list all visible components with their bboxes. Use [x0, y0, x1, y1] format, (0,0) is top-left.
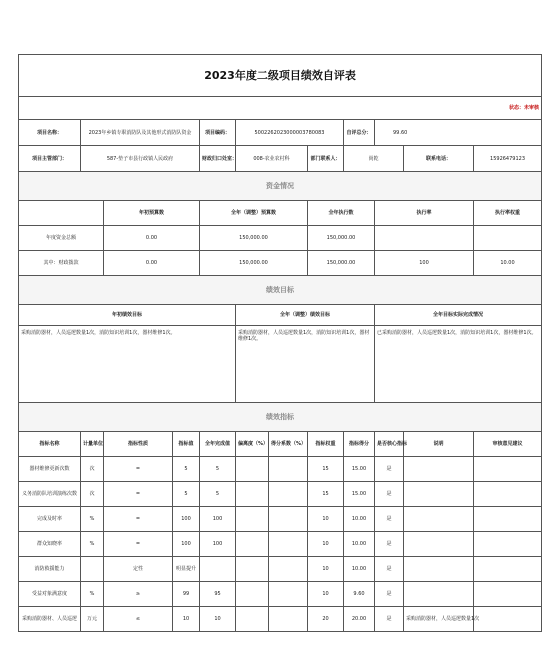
funds-cell: 150,000.00 — [308, 251, 375, 276]
funds-cell: 150,000.00 — [200, 251, 308, 276]
ind-unit: % — [81, 532, 104, 557]
ind-indicator-name: 消防救援能力 — [19, 557, 81, 582]
ind-remark — [404, 557, 474, 582]
ind-review-opinion — [474, 582, 542, 607]
ind-actual-value: 100 — [200, 507, 236, 532]
ind-header: 指标名称 — [19, 432, 81, 457]
contact-value: 尚乾 — [344, 146, 404, 172]
ind-score-coefficient — [269, 482, 308, 507]
ind-deviation — [236, 582, 269, 607]
funds-cell — [474, 226, 542, 251]
ind-weight: 10 — [308, 532, 344, 557]
project-name-value: 2023年乡镇专职消防队及其他形式消防队资金 — [81, 120, 200, 146]
ind-header: 得分系数（%） — [269, 432, 308, 457]
ind-indicator-name: 采购消防器材、人员巡逻 — [19, 607, 81, 632]
ind-unit: 次 — [81, 457, 104, 482]
goals-header-actual: 全年目标实际完成情况 — [375, 305, 542, 326]
ind-indicator-name: 义务消防队培训演练次数 — [19, 482, 81, 507]
func-dept-value: 008-农业农村科 — [236, 146, 308, 172]
funds-cell: 0.00 — [104, 226, 200, 251]
ind-score: 10.00 — [344, 557, 375, 582]
ind-weight: 10 — [308, 582, 344, 607]
project-code-value: 5002262023000003780083 — [236, 120, 344, 146]
ind-actual-value: 100 — [200, 532, 236, 557]
project-code-label: 项目编码： — [200, 120, 236, 146]
ind-unit: 次 — [81, 482, 104, 507]
ind-target-value: 100 — [173, 532, 200, 557]
ind-target-value: 100 — [173, 507, 200, 532]
goals-section-title: 绩效目标 — [19, 276, 542, 305]
ind-header: 指标性质 — [104, 432, 173, 457]
indicator-row — [19, 532, 542, 557]
ind-score: 10.00 — [344, 507, 375, 532]
indicator-row — [19, 507, 542, 532]
ind-review-opinion — [474, 457, 542, 482]
funds-cell: 150,000.00 — [200, 226, 308, 251]
ind-deviation — [236, 457, 269, 482]
indicator-row — [19, 607, 542, 632]
ind-is-core: 是 — [375, 582, 404, 607]
ind-is-core: 是 — [375, 607, 404, 632]
ind-score-coefficient — [269, 582, 308, 607]
funds-section-title: 资金情况 — [19, 172, 542, 201]
ind-deviation — [236, 532, 269, 557]
ind-score-coefficient — [269, 507, 308, 532]
ind-remark — [404, 532, 474, 557]
ind-weight: 20 — [308, 607, 344, 632]
ind-deviation — [236, 507, 269, 532]
ind-nature: = — [104, 507, 173, 532]
funds-header-initial: 年初预算数 — [104, 201, 200, 226]
indicators-section-title: 绩效指标 — [19, 403, 542, 432]
ind-score: 10.00 — [344, 532, 375, 557]
ind-is-core: 是 — [375, 557, 404, 582]
ind-header: 计量单位 — [81, 432, 104, 457]
ind-indicator-name: 完成及时率 — [19, 507, 81, 532]
ind-remark — [404, 582, 474, 607]
ind-unit: % — [81, 582, 104, 607]
self-score-label: 自评总分： — [344, 120, 375, 146]
ind-actual-value: 5 — [200, 482, 236, 507]
ind-review-opinion — [474, 532, 542, 557]
ind-actual-value — [200, 557, 236, 582]
ind-header: 是否核心指标 — [375, 432, 404, 457]
ind-unit: 万元 — [81, 607, 104, 632]
ind-review-opinion — [474, 557, 542, 582]
ind-score: 15.00 — [344, 482, 375, 507]
funds-header-adjusted: 全年（调整）预算数 — [200, 201, 308, 226]
dept-label: 项目主管部门： — [19, 146, 81, 172]
ind-header: 指标权重 — [308, 432, 344, 457]
indicator-row — [19, 482, 542, 507]
ind-target-value: 5 — [173, 482, 200, 507]
dept-value: 587-垫子市县行政镇人民政府 — [81, 146, 200, 172]
ind-score-coefficient — [269, 532, 308, 557]
ind-target-value: 99 — [173, 582, 200, 607]
funds-header-weight: 执行率权重 — [474, 201, 542, 226]
ind-nature: = — [104, 482, 173, 507]
funds-header-rate: 执行率 — [375, 201, 474, 226]
goals-text-initial: 采购消防器材，人员巡逻数量1次，消防知识培训1次，器材维修1次。 — [19, 326, 236, 403]
funds-cell: 10.00 — [474, 251, 542, 276]
funds-cell: 150,000.00 — [308, 226, 375, 251]
ind-unit: % — [81, 507, 104, 532]
ind-actual-value: 10 — [200, 607, 236, 632]
goals-text-adjusted: 采购消防器材，人员巡逻数量1次，消防知识培训1次，器材维修1次。 — [236, 326, 375, 403]
ind-score: 15.00 — [344, 457, 375, 482]
ind-target-value: 明显提升 — [173, 557, 200, 582]
ind-remark — [404, 482, 474, 507]
ind-score-coefficient — [269, 557, 308, 582]
contact-label: 部门联系人： — [308, 146, 344, 172]
ind-review-opinion — [474, 607, 542, 632]
phone-label: 联系电话： — [404, 146, 474, 172]
ind-score: 20.00 — [344, 607, 375, 632]
ind-score-coefficient — [269, 607, 308, 632]
ind-score-coefficient — [269, 457, 308, 482]
ind-nature: ≥ — [104, 582, 173, 607]
status-badge: 状态：未审核 — [19, 97, 542, 120]
ind-weight: 10 — [308, 507, 344, 532]
ind-header: 说明 — [404, 432, 474, 457]
ind-remark: 采购消防器材，人员巡逻数量1次 — [404, 607, 474, 632]
ind-remark — [404, 457, 474, 482]
funds-corner — [19, 201, 104, 226]
ind-review-opinion — [474, 482, 542, 507]
performance-evaluation-sheet — [18, 54, 541, 632]
ind-indicator-name: 器材维修更新次数 — [19, 457, 81, 482]
indicator-row — [19, 457, 542, 482]
ind-nature: = — [104, 532, 173, 557]
funds-row-label: 其中：财政拨款 — [19, 251, 104, 276]
funds-cell: 0.00 — [104, 251, 200, 276]
ind-actual-value: 95 — [200, 582, 236, 607]
ind-weight: 15 — [308, 482, 344, 507]
ind-nature: 定性 — [104, 557, 173, 582]
ind-weight: 15 — [308, 457, 344, 482]
ind-header: 全年完成值 — [200, 432, 236, 457]
ind-nature: ≤ — [104, 607, 173, 632]
funds-header-executed: 全年执行数 — [308, 201, 375, 226]
ind-target-value: 10 — [173, 607, 200, 632]
page-title: 2023年度二级项目绩效自评表 — [19, 55, 542, 97]
ind-review-opinion — [474, 507, 542, 532]
ind-header: 指标得分 — [344, 432, 375, 457]
indicators-body — [19, 457, 542, 632]
ind-indicator-name: 受益对象满意度 — [19, 582, 81, 607]
goals-text-actual: 已采购消防器材，人员巡逻数量1次，消防知识培训1次，器材维修1次。 — [375, 326, 542, 403]
func-dept-label: 财政归口处室： — [200, 146, 236, 172]
ind-nature: = — [104, 457, 173, 482]
indicator-row — [19, 557, 542, 582]
ind-is-core: 是 — [375, 457, 404, 482]
goals-header-initial: 年初绩效目标 — [19, 305, 236, 326]
funds-cell — [375, 226, 474, 251]
ind-header: 偏离度（%） — [236, 432, 269, 457]
ind-unit — [81, 557, 104, 582]
ind-is-core: 是 — [375, 482, 404, 507]
ind-indicator-name: 群众知晓率 — [19, 532, 81, 557]
project-name-label: 项目名称： — [19, 120, 81, 146]
indicator-row — [19, 582, 542, 607]
ind-header: 审核意见建议 — [474, 432, 542, 457]
ind-deviation — [236, 557, 269, 582]
ind-remark — [404, 507, 474, 532]
ind-score: 9.60 — [344, 582, 375, 607]
ind-weight: 10 — [308, 557, 344, 582]
ind-header: 指标值 — [173, 432, 200, 457]
ind-actual-value: 5 — [200, 457, 236, 482]
ind-deviation — [236, 607, 269, 632]
ind-is-core: 是 — [375, 507, 404, 532]
funds-row-label: 年度资金总额 — [19, 226, 104, 251]
ind-target-value: 5 — [173, 457, 200, 482]
self-score-value: 99.60 — [375, 120, 542, 146]
ind-deviation — [236, 482, 269, 507]
funds-cell: 100 — [375, 251, 474, 276]
evaluation-table — [18, 54, 542, 632]
goals-header-adjusted: 全年（调整）绩效目标 — [236, 305, 375, 326]
ind-is-core: 是 — [375, 532, 404, 557]
phone-value: 15926479123 — [474, 146, 542, 172]
